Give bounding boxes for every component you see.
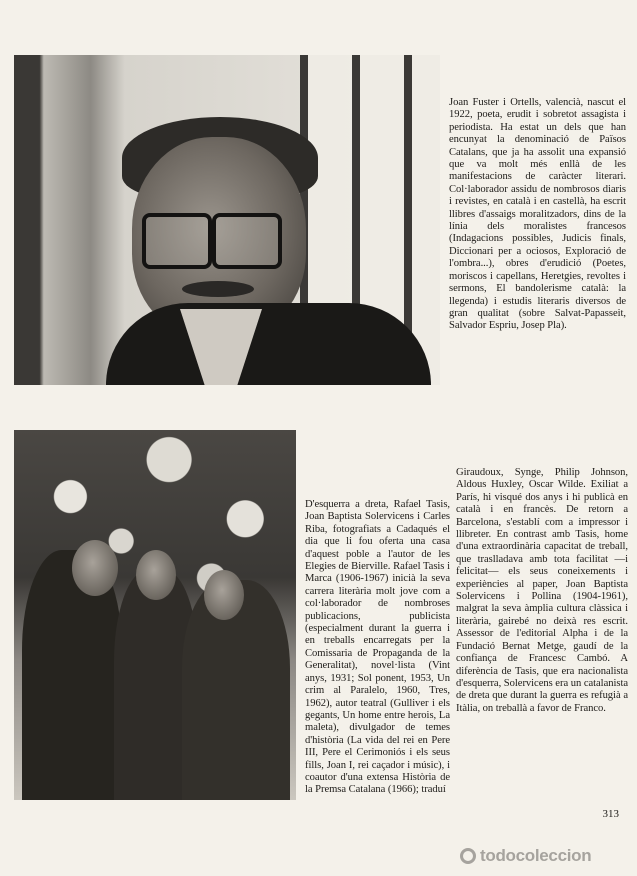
caption-group-photo: D'esquerra a dreta, Rafael Tasis, Joan Baptista Solervicens i Carles Riba, fotografiats a Cadaqués el dia que li fou oferta una casa d'aquest poble a l'autor de les Elegies de Bierville. Rafael Tasis i Marca (1906-1967) inicià la seva carrera literària molt jove com a col·laborador de nombroses publicacions, publicista (especialment durant la guerra i en treballs encarregats per la Comissaria de Propaganda de la Generalitat), novel·lista (Vint anys, 1931; Sol ponent, 1953, Un crim al Paralelo, 1960, Tres, 1962), autor teatral (Gulliver i els gegants, Un home entre herois, La maleta), divulgador de temes d'història (La vida del rei en Pere III, Pere el Cerimoniós i els seus fills, Joan I, rei caçador i músic), i coautor d'una extensa Història de la Premsa Catalana (1966); traduí — [305, 499, 450, 796]
watermark-text: todocoleccion — [480, 846, 592, 865]
page-number: 313 — [602, 808, 619, 820]
figure-head — [72, 540, 118, 596]
mustache — [182, 281, 254, 297]
caption-continuation: Giraudoux, Synge, Philip Johnson, Aldous Huxley, Oscar Wilde. Exiliat a París, hi visqué dos anys i hi publicà en català i en francès. De retorn a Barcelona, s'establí com a impressor i llibreter. En contrast amb Tasis, home d'una extraordinària capacitat de treball, que traslladava amb tota facilitat —i felicitat— els seus coneixements i experiències al paper, Joan Baptista Solervicens i Pollina (1904-1961), malgrat la seva àmplia cultura clàssica i literària, gairebé no deixà res escrit. Assessor de l'editorial Alpha i de la Fundació Bernat Metge, gaudí de la confiança de Francesc Cambó. A diferència de Tasis, que era nacionalista d'esquerra, Solervicens era un catalanista de dreta que durant la guerra es refugià a Itàlia, on treballà a favor de Franco. — [456, 467, 628, 714]
watermark — [460, 844, 628, 868]
glasses-right-lens — [212, 213, 282, 269]
figure-head — [136, 550, 176, 600]
caption-joan-fuster: Joan Fuster i Ortells, valencià, nascut el 1922, poeta, erudit i sobretot assagista i periodista. Ha estat un dels que han encunyat la denominació de Països Catalans, que ja ha assolit una expansió que va molt més enllà de les manifestacions de caràcter literari. Col·laborador assidu de nombrosos diaris i revistes, en català i en castellà, ha escrit llibres d'assaigs moralitzadors, dins de la línia dels moralistes francesos (Indagacions possibles, Judicis finals, Diccionari per a ociosos, Exploració de l'ombra...), obres d'erudició (Poetes, moriscos i capellans, Heretgies, revoltes i sermons, El bandolerisme català: la llegenda) i estudis literaris diversos de gran qualitat (sobre Salvat-Papasseit, Salvador Espriu, Josep Pla). — [449, 97, 626, 332]
figure-head — [204, 570, 244, 620]
photo-group-cadaques — [14, 430, 296, 800]
photo-joan-fuster — [14, 55, 440, 385]
seal-icon — [460, 848, 476, 864]
glasses-left-lens — [142, 213, 212, 269]
jacket — [106, 303, 431, 385]
